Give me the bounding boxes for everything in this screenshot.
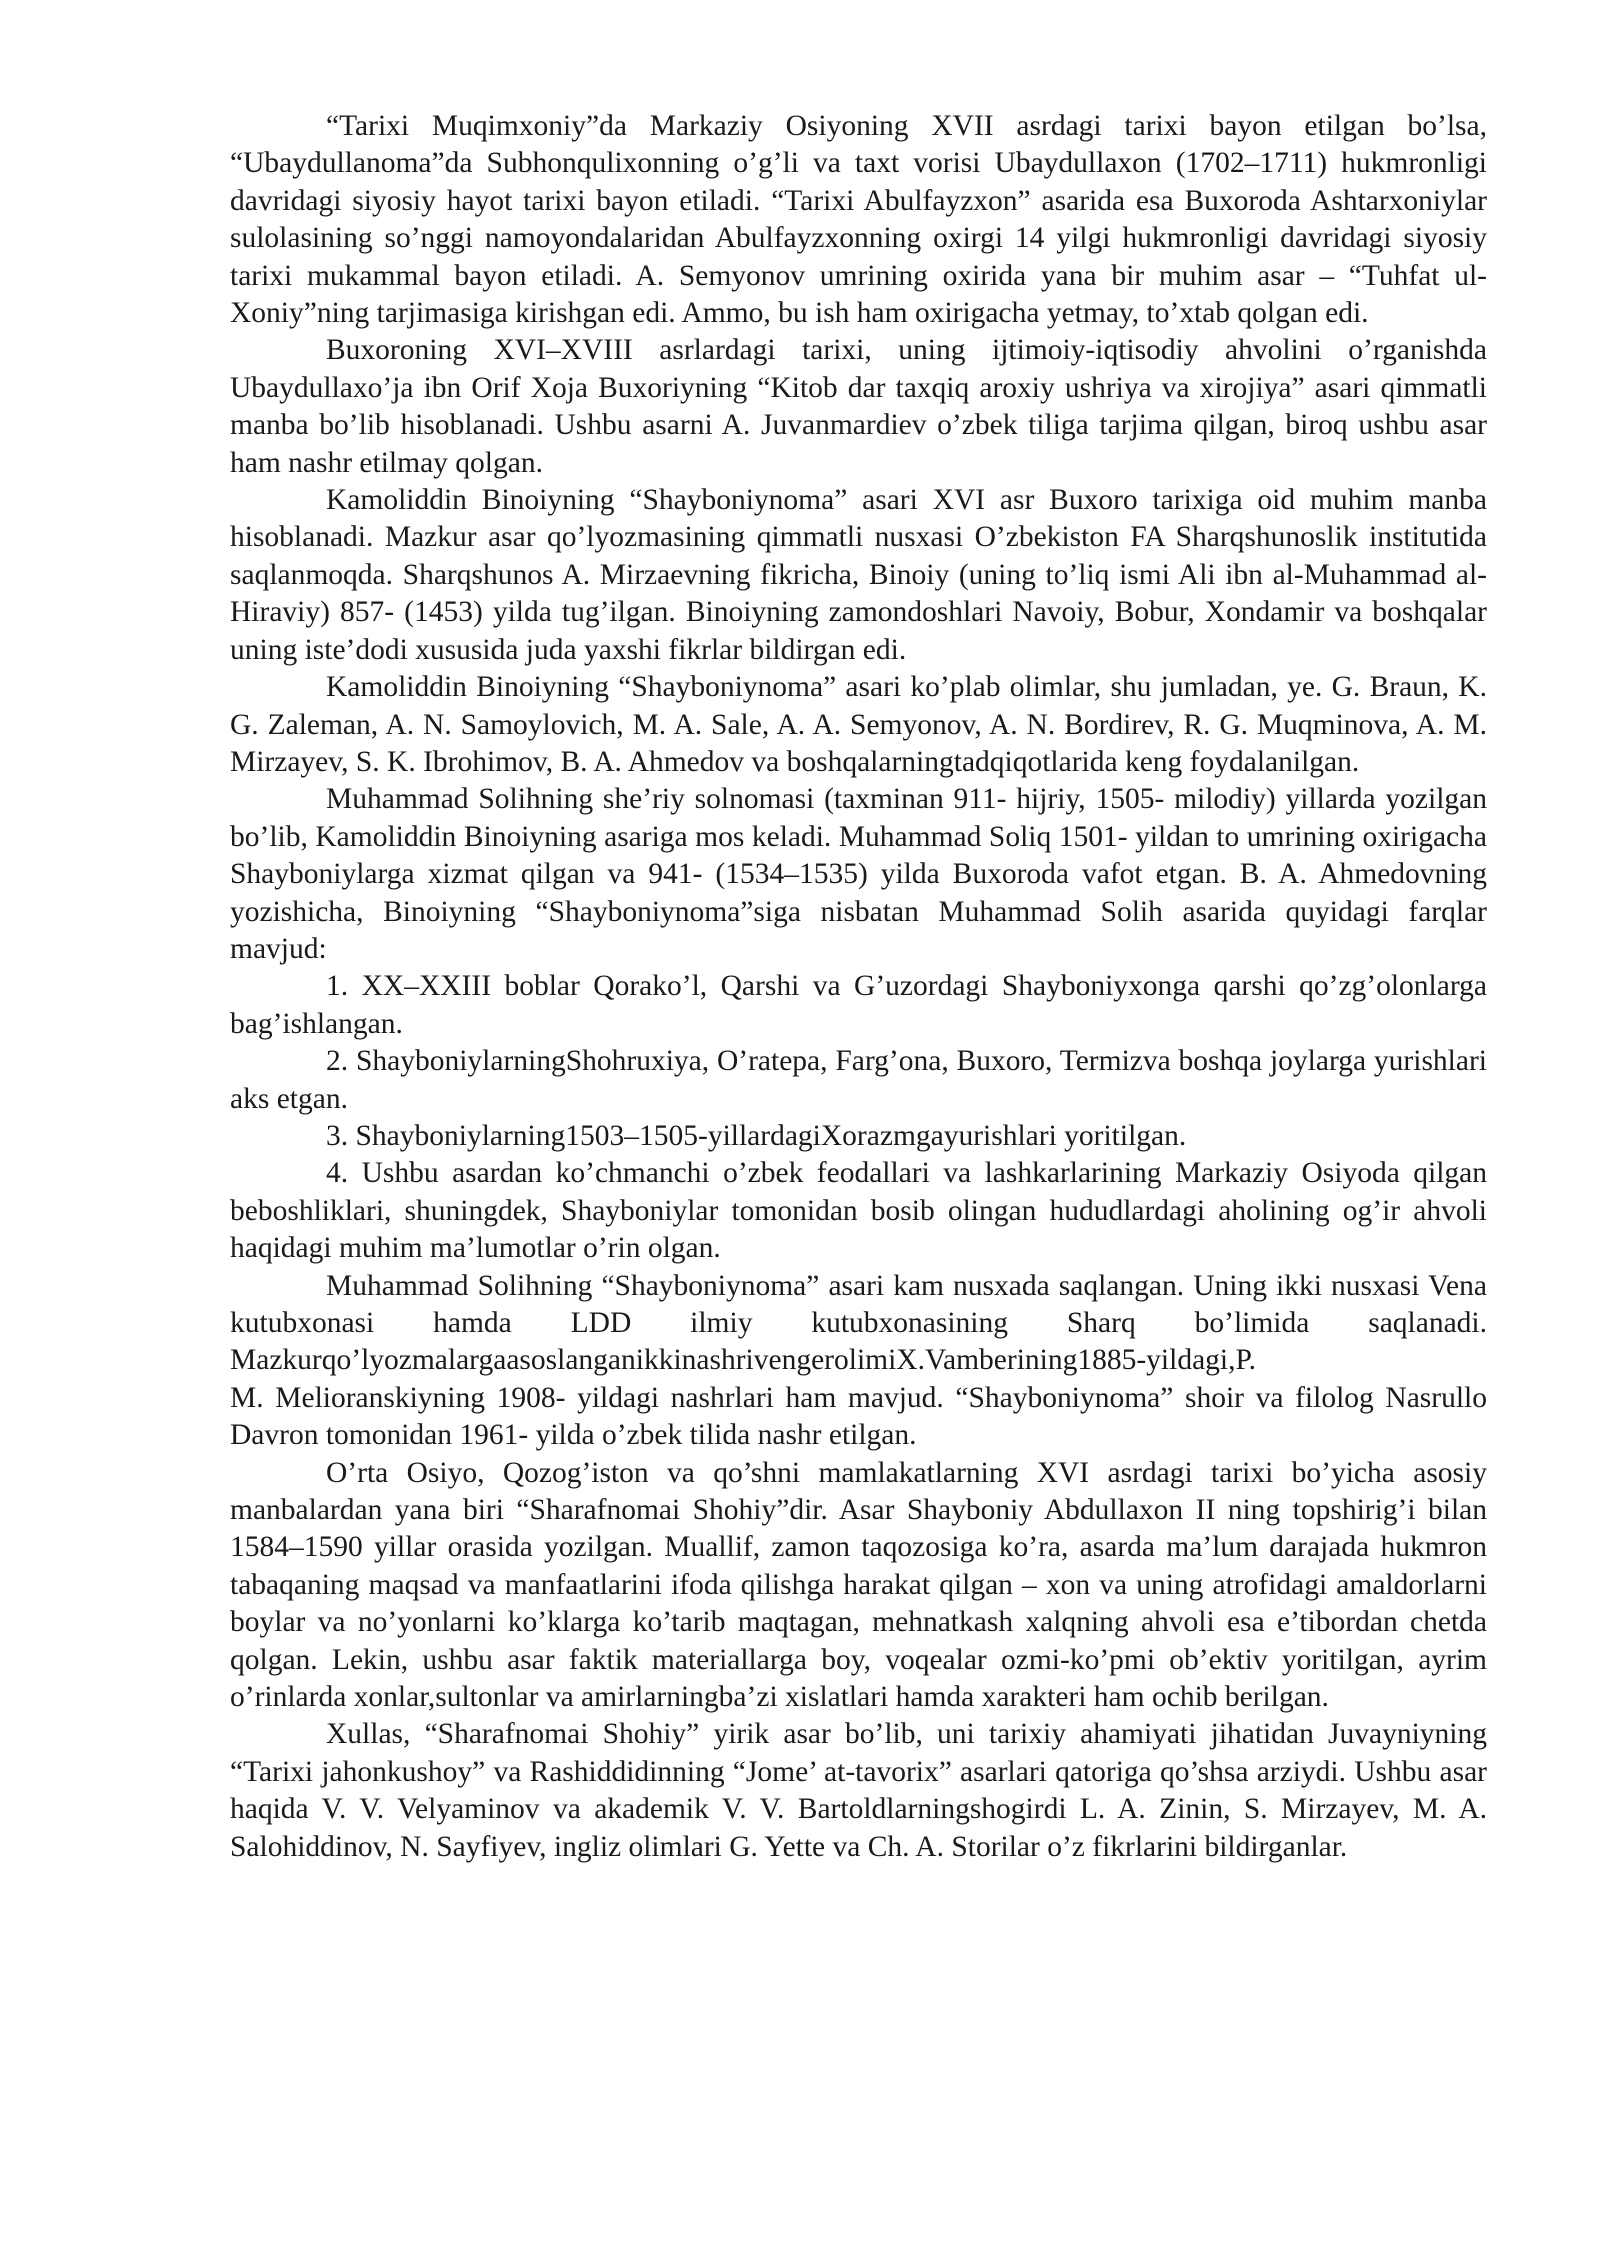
paragraph-melioranskiy: M. Melioranskiyning 1908- yildagi nashrlari ham mavjud. “Shayboniynoma” shoir va filolog Nasrullo Davron tomonidan 1961- yilda o’zbek tilida nashr etilgan.: [230, 1381, 1487, 1452]
list-item-3: 3. Shayboniylarning1503–1505-yillardagiXorazmgayurishlari yoritilgan.: [326, 1119, 1187, 1152]
paragraph-binoiy-shayboniynoma: Kamoliddin Binoiyning “Shayboniynoma” asari XVI asr Buxoro tarixiga oid muhim manba hisoblanadi. Mazkur asar qo’lyozmasining qimmatli nusxasi O’zbekiston FA Sharqshunoslik institutida saqlanmoqda. Sharqshunos A. Mirzaevning fikricha, Binoiy (uning to’liq ismi Ali ibn al-Muhammad al-Hiraviy) 857- (1453) yilda tug’ilgan. Binoiyning zamondoshlari Navoiy, Bobur, Xondamir va boshqalar uning iste’dodi xususida juda yaxshi fikrlar bildirgan edi.: [230, 484, 1487, 666]
document-page: [230, 108, 1487, 1866]
list-item-4: 4. Ushbu asardan ko’chmanchi o’zbek feodallari va lashkarlarining Markaziy Osiyoda qilgan beboshliklari, shuningdek, Shayboniylar tomonidan bosib olingan hududlardagi aholining og’ir ahvoli haqidagi muhim ma’lumotlar o’rin olgan.: [230, 1157, 1487, 1265]
paragraph-xullas: Xullas, “Sharafnomai Shohiy” yirik asar bo’lib, uni tarixiy ahamiyati jihatidan Juvayniyning “Tarixi jahonkushoy” va Rashiddidinning “Jome’ at-tavorix” asarlari qatoriga qo’shsa arziydi. Ushbu asar haqida V. V. Velyaminov va akademik V. V. Bartoldlarningshogirdi L. A. Zinin, S. Mirzayev, M. A. Salohiddinov, N. Sayfiyev, ingliz olimlari G. Yette va Ch. A. Storilar o’z fikrlarini bildirganlar.: [230, 1718, 1487, 1863]
list-item-2: 2. ShayboniylarningShohruxiya, O’ratepa, Farg’ona, Buxoro, Termizva boshqa joylarga yurishlari aks etgan.: [230, 1045, 1487, 1115]
paragraph-nusxalar: Muhammad Solihning “Shayboniynoma” asari kam nusxada saqlangan. Uning ikki nusxasi Vena kutubxonasi hamda LDD ilmiy kutubxonasining Sharq bo’limida saqlanadi. Mazkurqo’lyozmalargaasoslanganikkinashrivengerolimiX.Vamberining1885-yildagi,P.: [230, 1269, 1487, 1377]
list-item-1: 1. XX–XXIII boblar Qorako’l, Qarshi va G’uzordagi Shayboniyxonga qarshi qo’zg’olonlarga bag’ishlangan.: [230, 970, 1487, 1040]
paragraph-muhammad-solih: Muhammad Solihning she’riy solnomasi (taxminan 911- hijriy, 1505- milodiy) yillarda yozilgan bo’lib, Kamoliddin Binoiyning asariga mos keladi. Muhammad Soliq 1501- yildan to umrining oxirigacha Shayboniylarga xizmat qilgan va 941- (1534–1535) yilda Buxoroda vafot etgan. B. A. Ahmedovning yozishicha, Binoiyning “Shayboniynoma”siga nisbatan Muhammad Solih asarida quyidagi farqlar mavjud:: [230, 783, 1487, 965]
paragraph-tarixi-muqimxoniy: “Tarixi Muqimxoniy”da Markaziy Osiyoning XVII asrdagi tarixi bayon etilgan bo’lsa, “Ubaydullanoma”da Subhonqulixonning o’g’li va taxt vorisi Ubaydullaxon (1702–1711) hukmronligi davridagi siyosiy hayot tarixi bayon etiladi. “Tarixi Abulfayzxon” asarida esa Buxoroda Ashtarxoniylar sulolasining so’nggi namoyondalaridan Abulfayzxonning oxirgi 14 yilgi hukmronligi davridagi siyosiy tarixi mukammal bayon etiladi. A. Semyonov umrining oxirida yana bir muhim asar – “Tuhfat ul-Xoniy”ning tarjimasiga kirishgan edi. Ammo, bu ish ham oxirigacha yetmay, to’xtab qolgan edi.: [230, 110, 1487, 330]
paragraph-binoiy-olimlar: Kamoliddin Binoiyning “Shayboniynoma” asari ko’plab olimlar, shu jumladan, ye. G. Braun, K. G. Zaleman, A. N. Samoylovich, M. A. Sale, A. A. Semyonov, A. N. Bordirev, R. G. Muqminova, A. M. Mirzayev, S. K. Ibrohimov, B. A. Ahmedov va boshqalarningtadqiqotlarida keng foydalanilgan.: [230, 671, 1487, 778]
paragraph-buxoro-ijtimoiy: Buxoroning XVI–XVIII asrlardagi tarixi, uning ijtimoiy-iqtisodiy ahvolini o’rganishda Ubaydullaxo’ja ibn Orif Xoja Buxoriyning “Kitob dar taxqiq aroxiy ushriya va xirojiya” asari qimmatli manba bo’lib hisoblanadi. Ushbu asarni A. Juvanmardiev o’zbek tiliga tarjima qilgan, biroq ushbu asar ham nashr etilmay qolgan.: [230, 334, 1487, 479]
paragraph-sharafnomai-shohiy: O’rta Osiyo, Qozog’iston va qo’shni mamlakatlarning XVI asrdagi tarixi bo’yicha asosiy manbalardan yana biri “Sharafnomai Shohiy”dir. Asar Shayboniy Abdullaxon II ning topshirig’i bilan 1584–1590 yillar orasida yozilgan. Muallif, zamon taqozosiga ko’ra, asarda ma’lum darajada hukmron tabaqaning maqsad va manfaatlarini ifoda qilishga harakat qilgan – xon va uning atrofidagi amaldorlarni boylar va no’yonlarni ko’klarga ko’tarib maqtagan, mehnatkash xalqning ahvoli esa e’tibordan chetda qolgan. Lekin, ushbu asar faktik materiallarga boy, voqealar ozmi-ko’pmi ob’ektiv yoritilgan, ayrim o’rinlarda xonlar,sultonlar va amirlarningba’zi xislatlari hamda xarakteri ham ochib berilgan.: [230, 1456, 1487, 1714]
